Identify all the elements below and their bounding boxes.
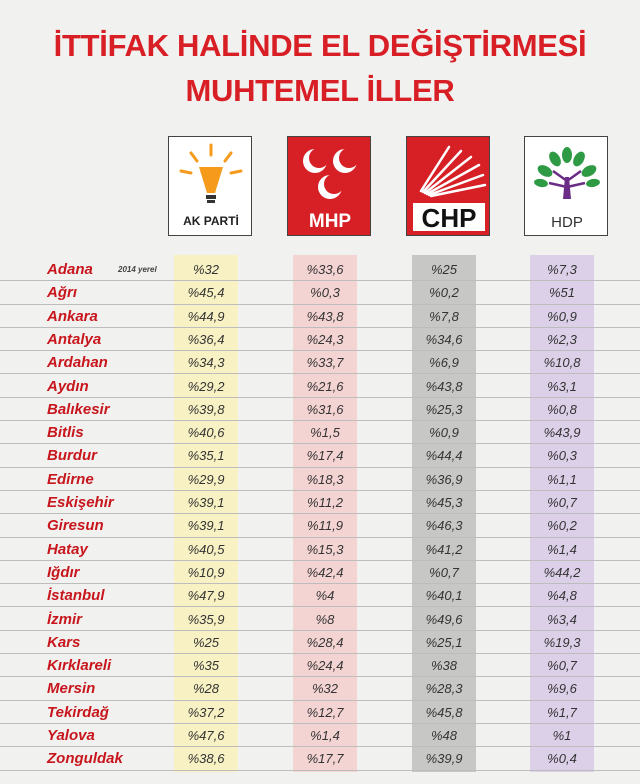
hdp-vote-share: %43,9 [543,425,581,441]
table-row [0,421,640,444]
chp-vote-share: %43,8 [425,378,463,394]
city-name: Edirne [47,470,94,488]
city-name: Zonguldak [47,750,123,768]
akp-label: AK PARTİ [183,214,239,228]
mhp-vote-share: %31,6 [306,401,344,417]
hdp-vote-share: %1,4 [547,541,577,557]
city-name: Ankara [47,307,98,325]
hdp-tree-icon [525,137,608,236]
chp-vote-share: %0,7 [429,564,459,580]
mhp-crescents-icon [288,137,371,236]
mhp-vote-share: %33,7 [306,355,344,371]
chp-label: CHP [421,203,477,233]
table-row [0,747,640,770]
akp-vote-share: %47,9 [187,588,225,604]
hdp-vote-share: %0,4 [547,751,577,767]
chp-vote-share: %25,1 [425,634,463,650]
chp-vote-share: %34,6 [425,331,463,347]
hdp-vote-share: %9,6 [547,681,577,697]
hdp-vote-share: %0,7 [547,495,577,510]
akp-vote-share: %36,4 [187,331,225,347]
hdp-vote-share: %3,4 [547,611,577,627]
akp-logo [168,136,252,236]
table-row [0,561,640,584]
table-row [0,677,640,700]
mhp-vote-share: %15,3 [306,541,344,557]
hdp-vote-share: %1 [552,728,572,743]
akp-vote-share: %40,6 [187,425,225,441]
akp-vote-share: %35,1 [187,448,225,464]
city-name: Ağrı [47,284,77,302]
mhp-vote-share: %17,7 [306,751,344,767]
chp-vote-share: %38 [430,658,458,674]
akp-vote-share: %37,2 [187,704,225,720]
city-name: Mersin [47,680,96,698]
chp-vote-share: %28,3 [425,681,463,697]
akp-vote-share: %40,5 [187,541,225,557]
table-row [0,538,640,561]
table-row [0,701,640,724]
mhp-vote-share: %42,4 [306,564,344,580]
chp-logo [406,136,490,236]
akp-vote-share: %10,9 [187,564,225,580]
table-row [0,351,640,374]
city-name: Eskişehir [47,494,114,511]
mhp-vote-share: %33,6 [306,262,344,277]
city-name: Iğdır [47,563,80,581]
table-row [0,584,640,607]
akp-vote-share: %32 [192,262,220,277]
mhp-vote-share: %32 [311,681,339,697]
table-row [0,724,640,747]
hdp-vote-share: %0,2 [547,518,577,534]
city-name: Giresun [47,517,104,535]
hdp-vote-share: %3,1 [547,378,577,394]
page-title-line-2: MUHTEMEL İLLER [185,73,455,108]
year-note: 2014 yerel [118,265,157,274]
chp-vote-share: %40,1 [425,588,463,604]
mhp-vote-share: %18,3 [306,471,344,487]
hdp-vote-share: %10,8 [543,355,581,371]
city-name: Burdur [47,447,97,465]
mhp-vote-share: %11,9 [307,518,343,534]
akp-vote-share: %28 [192,681,220,697]
table-row [0,608,640,631]
table-row [0,305,640,328]
akp-vote-share: %39,1 [187,495,225,510]
hdp-vote-share: %7,3 [547,262,577,277]
chp-vote-share: %6,9 [429,355,459,371]
chp-vote-share: %25,3 [425,401,463,417]
chp-vote-share: %44,4 [425,448,463,464]
akp-vote-share: %29,2 [187,378,225,394]
chp-vote-share: %25 [430,262,458,277]
hdp-vote-share: %0,3 [547,448,577,464]
akp-vote-share: %25 [192,634,220,650]
table-row [0,398,640,421]
city-name: Yalova [47,727,95,744]
chp-vote-share: %39,9 [425,751,463,767]
city-name: Ardahan [47,354,108,372]
chp-vote-share: %7,8 [429,308,459,324]
city-name: Adana [47,261,93,278]
chp-vote-share: %36,9 [425,471,463,487]
city-name: Tekirdağ [47,703,109,721]
chp-vote-share: %0,9 [429,425,459,441]
mhp-vote-share: %11,2 [307,495,343,510]
mhp-vote-share: %8 [315,611,335,627]
hdp-vote-share: %1,7 [547,704,577,720]
table-row [0,258,640,281]
table-row [0,281,640,304]
hdp-vote-share: %51 [548,285,576,301]
akp-vote-share: %45,4 [187,285,225,301]
hdp-vote-share: %0,9 [547,308,577,324]
chp-vote-share: %46,3 [425,518,463,534]
akp-vote-share: %47,6 [187,728,225,743]
chp-six-arrows-icon [407,137,490,236]
hdp-vote-share: %4,8 [547,588,577,604]
mhp-vote-share: %21,6 [306,378,344,394]
akp-vote-share: %34,3 [187,355,225,371]
akp-vote-share: %35 [192,658,220,674]
mhp-vote-share: %12,7 [306,704,344,720]
city-name: Kırklareli [47,657,112,675]
table-row [0,444,640,467]
akp-vote-share: %38,6 [187,751,225,767]
mhp-vote-share: %24,4 [306,658,344,674]
city-name: Aydın [47,377,89,395]
akp-lightbulb-icon [169,137,252,236]
hdp-vote-share: %19,3 [543,634,581,650]
city-name: İzmir [47,610,83,628]
akp-vote-share: %29,9 [187,471,225,487]
chp-vote-share: %41,2 [425,541,463,557]
chp-vote-share: %0,2 [429,285,459,301]
mhp-vote-share: %1,5 [310,425,340,441]
hdp-vote-share: %44,2 [543,564,581,580]
table-row [0,654,640,677]
chp-vote-share: %45,8 [425,704,463,720]
chp-vote-share: %45,3 [425,495,463,510]
table-row [0,328,640,351]
mhp-vote-share: %24,3 [306,331,344,347]
chp-vote-share: %49,6 [425,611,463,627]
akp-vote-share: %35,9 [187,611,225,627]
table-row [0,375,640,398]
table-row [0,631,640,654]
mhp-vote-share: %17,4 [306,448,344,464]
page-title-line-1: İTTİFAK HALİNDE EL DEĞİŞTİRMESİ [53,28,587,63]
city-name: İstanbul [47,587,105,605]
mhp-logo [287,136,371,236]
city-name: Kars [47,633,81,651]
mhp-vote-share: %43,8 [306,308,344,324]
akp-vote-share: %44,9 [187,308,225,324]
mhp-label: MHP [308,211,352,232]
mhp-vote-share: %1,4 [310,728,340,743]
hdp-logo [524,136,608,236]
akp-vote-share: %39,8 [187,401,225,417]
city-name: Hatay [47,540,88,558]
mhp-vote-share: %4 [315,588,335,604]
hdp-label: HDP [551,214,583,231]
mhp-vote-share: %0,3 [310,285,340,301]
hdp-vote-share: %1,1 [547,471,577,487]
chp-vote-share: %48 [430,728,458,743]
city-name: Antalya [47,330,102,348]
akp-vote-share: %39,1 [187,518,225,534]
city-name: Balıkesir [47,400,110,418]
table-row [0,491,640,514]
city-name: Bitlis [47,424,84,442]
hdp-vote-share: %2,3 [547,331,577,347]
hdp-vote-share: %0,7 [547,658,577,674]
table-row [0,468,640,491]
table-row [0,514,640,537]
hdp-vote-share: %0,8 [547,401,577,417]
mhp-vote-share: %28,4 [306,634,344,650]
